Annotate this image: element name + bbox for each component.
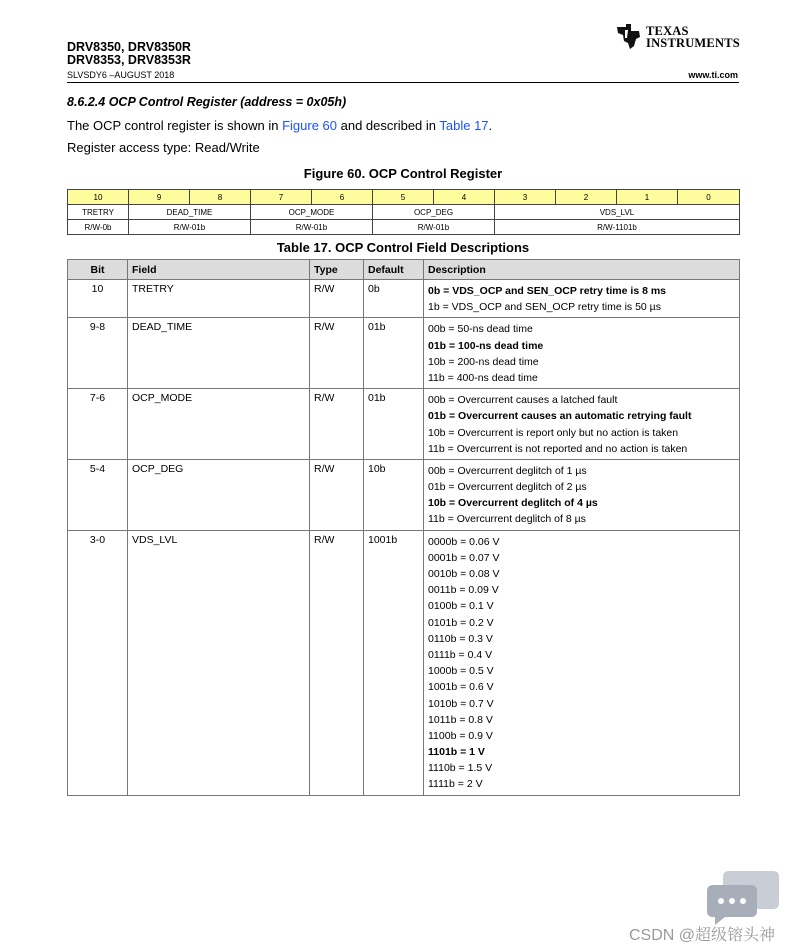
cell-default: 01b	[364, 318, 424, 389]
table-caption: Table 17. OCP Control Field Descriptions	[276, 240, 530, 255]
register-bit-row	[68, 190, 740, 205]
website-link[interactable]: www.ti.com	[688, 70, 738, 80]
cell-type: R/W	[310, 280, 364, 318]
description-line: 0010b = 0.08 V	[428, 568, 500, 580]
register-reset: R/W-1101b	[495, 220, 740, 235]
register-reset: R/W-0b	[68, 220, 129, 235]
bit-number: 10	[68, 190, 129, 205]
register-diagram	[67, 189, 740, 235]
description-line: 0001b = 0.07 V	[428, 551, 500, 564]
bit-number: 5	[373, 190, 434, 205]
bit-number: 0	[678, 190, 740, 205]
description-line: 00b = 50-ns dead time	[428, 323, 533, 336]
description-line: 1b = VDS_OCP and SEN_OCP retry time is 50 µs	[428, 301, 661, 314]
ti-logo-icon	[614, 21, 644, 51]
description-line: 1011b = 0.8 V	[428, 713, 493, 726]
description-line: 0011b = 0.09 V	[428, 584, 499, 597]
col-header-type: Type	[310, 260, 364, 280]
cell-field: OCP_DEG	[128, 459, 310, 530]
cell-bit: 7-6	[68, 389, 128, 460]
ti-logo-text-line-2: INSTRUMENTS	[646, 36, 740, 50]
cell-field: VDS_LVL	[128, 530, 310, 795]
description-line: 1111b = 2 V	[428, 778, 483, 791]
document-id: SLVSDY6 –AUGUST 2018	[67, 70, 175, 80]
register-field: VDS_LVL	[495, 205, 740, 220]
part-number-line-1: DRV8350, DRV8350R	[67, 40, 191, 54]
description-line: 10b = 200-ns dead time	[428, 355, 539, 368]
description-line: 1001b = 0.6 V	[428, 681, 494, 694]
cell-default: 1001b	[364, 530, 424, 795]
register-field: OCP_DEG	[373, 205, 495, 220]
cell-bit: 5-4	[68, 459, 128, 530]
description-line: 11b = Overcurrent deglitch of 8 µs	[428, 513, 586, 526]
description-line: 1010b = 0.7 V	[428, 697, 494, 710]
ti-logo-text-line-1: TEXAS	[646, 24, 689, 38]
cell-type: R/W	[310, 389, 364, 460]
table-header-row	[68, 260, 740, 280]
description-line: 0111b = 0.4 V	[428, 648, 493, 661]
table-row	[68, 459, 740, 530]
part-number-line-2: DRV8353, DRV8353R	[67, 53, 191, 67]
field-description-table	[67, 259, 740, 796]
intro-text-1: The OCP control register is shown in	[67, 118, 283, 133]
intro-paragraph	[67, 118, 492, 133]
description-line: 0100b = 0.1 V	[428, 600, 494, 613]
cell-type: R/W	[310, 318, 364, 389]
register-field-row	[68, 205, 740, 220]
bit-number: 3	[495, 190, 556, 205]
table-row	[68, 530, 740, 795]
cell-default: 10b	[364, 459, 424, 530]
description-line: 1000b = 0.5 V	[428, 665, 494, 678]
bit-number: 9	[129, 190, 190, 205]
register-reset-row	[68, 220, 740, 235]
bit-number: 4	[434, 190, 495, 205]
section-heading: 8.6.2.4 OCP Control Register (address = 0x05h)	[67, 95, 347, 109]
cell-bit: 9-8	[68, 318, 128, 389]
bit-number: 7	[251, 190, 312, 205]
description-line: 00b = Overcurrent deglitch of 1 µs	[428, 464, 587, 477]
table-row	[68, 280, 740, 318]
table-row	[68, 389, 740, 460]
intro-text-2: and described in	[337, 118, 440, 133]
table-row	[68, 318, 740, 389]
ti-logo	[614, 21, 744, 53]
header-rule	[67, 82, 739, 83]
description-line: 01b = Overcurrent deglitch of 2 µs	[428, 481, 587, 494]
description-line: 00b = Overcurrent causes a latched fault	[428, 394, 618, 407]
col-header-field: Field	[128, 260, 310, 280]
description-line: 0000b = 0.06 V	[428, 535, 500, 548]
description-line: 10b = Overcurrent deglitch of 4 µs	[428, 497, 598, 510]
description-line: 11b = 400-ns dead time	[428, 371, 538, 384]
description-line: 0b = VDS_OCP and SEN_OCP retry time is 8 ms	[428, 285, 667, 297]
ti-logo-text	[646, 25, 740, 49]
table-17-link[interactable]: Table 17	[439, 118, 489, 133]
register-field: DEAD_TIME	[129, 205, 251, 220]
description-line: 01b = 100-ns dead time	[428, 339, 544, 352]
access-type-text: Register access type: Read/Write	[67, 140, 260, 155]
col-header-description: Description	[424, 260, 740, 280]
col-header-bit: Bit	[68, 260, 128, 280]
intro-text-3: .	[488, 118, 493, 133]
register-field: TRETRY	[68, 205, 129, 220]
description-line: 1100b = 0.9 V	[428, 729, 493, 742]
description-line: 1101b = 1 V	[428, 746, 485, 759]
cell-description	[424, 530, 740, 795]
cell-field: DEAD_TIME	[128, 318, 310, 389]
cell-default: 0b	[364, 280, 424, 318]
description-line: 10b = Overcurrent is report only but no action is taken	[428, 426, 679, 439]
register-reset: R/W-01b	[129, 220, 251, 235]
figure-60-link[interactable]: Figure 60	[282, 118, 337, 133]
bit-number: 1	[617, 190, 678, 205]
cell-field: TRETRY	[128, 280, 310, 318]
register-reset: R/W-01b	[373, 220, 495, 235]
cell-field: OCP_MODE	[128, 389, 310, 460]
cell-bit: 10	[68, 280, 128, 318]
description-line: 1110b = 1.5 V	[428, 762, 493, 775]
description-line: 11b = Overcurrent is not reported and no action is taken	[428, 442, 688, 455]
bit-number: 2	[556, 190, 617, 205]
csdn-watermark: CSDN @超级镕头神	[628, 927, 775, 944]
bit-number: 6	[312, 190, 373, 205]
cell-default: 01b	[364, 389, 424, 460]
cell-description	[424, 459, 740, 530]
description-line: 01b = Overcurrent causes an automatic retrying fault	[428, 410, 692, 423]
cell-type: R/W	[310, 459, 364, 530]
figure-caption: Figure 60. OCP Control Register	[303, 166, 503, 181]
cell-bit: 3-0	[68, 530, 128, 795]
cell-description	[424, 389, 740, 460]
cell-description	[424, 318, 740, 389]
description-line: 0101b = 0.2 V	[428, 616, 494, 629]
cell-description	[424, 280, 740, 318]
chat-bubble-icon[interactable]	[707, 869, 779, 927]
bit-number: 8	[190, 190, 251, 205]
register-field: OCP_MODE	[251, 205, 373, 220]
register-reset: R/W-01b	[251, 220, 373, 235]
col-header-default: Default	[364, 260, 424, 280]
description-line: 0110b = 0.3 V	[428, 632, 493, 645]
cell-type: R/W	[310, 530, 364, 795]
